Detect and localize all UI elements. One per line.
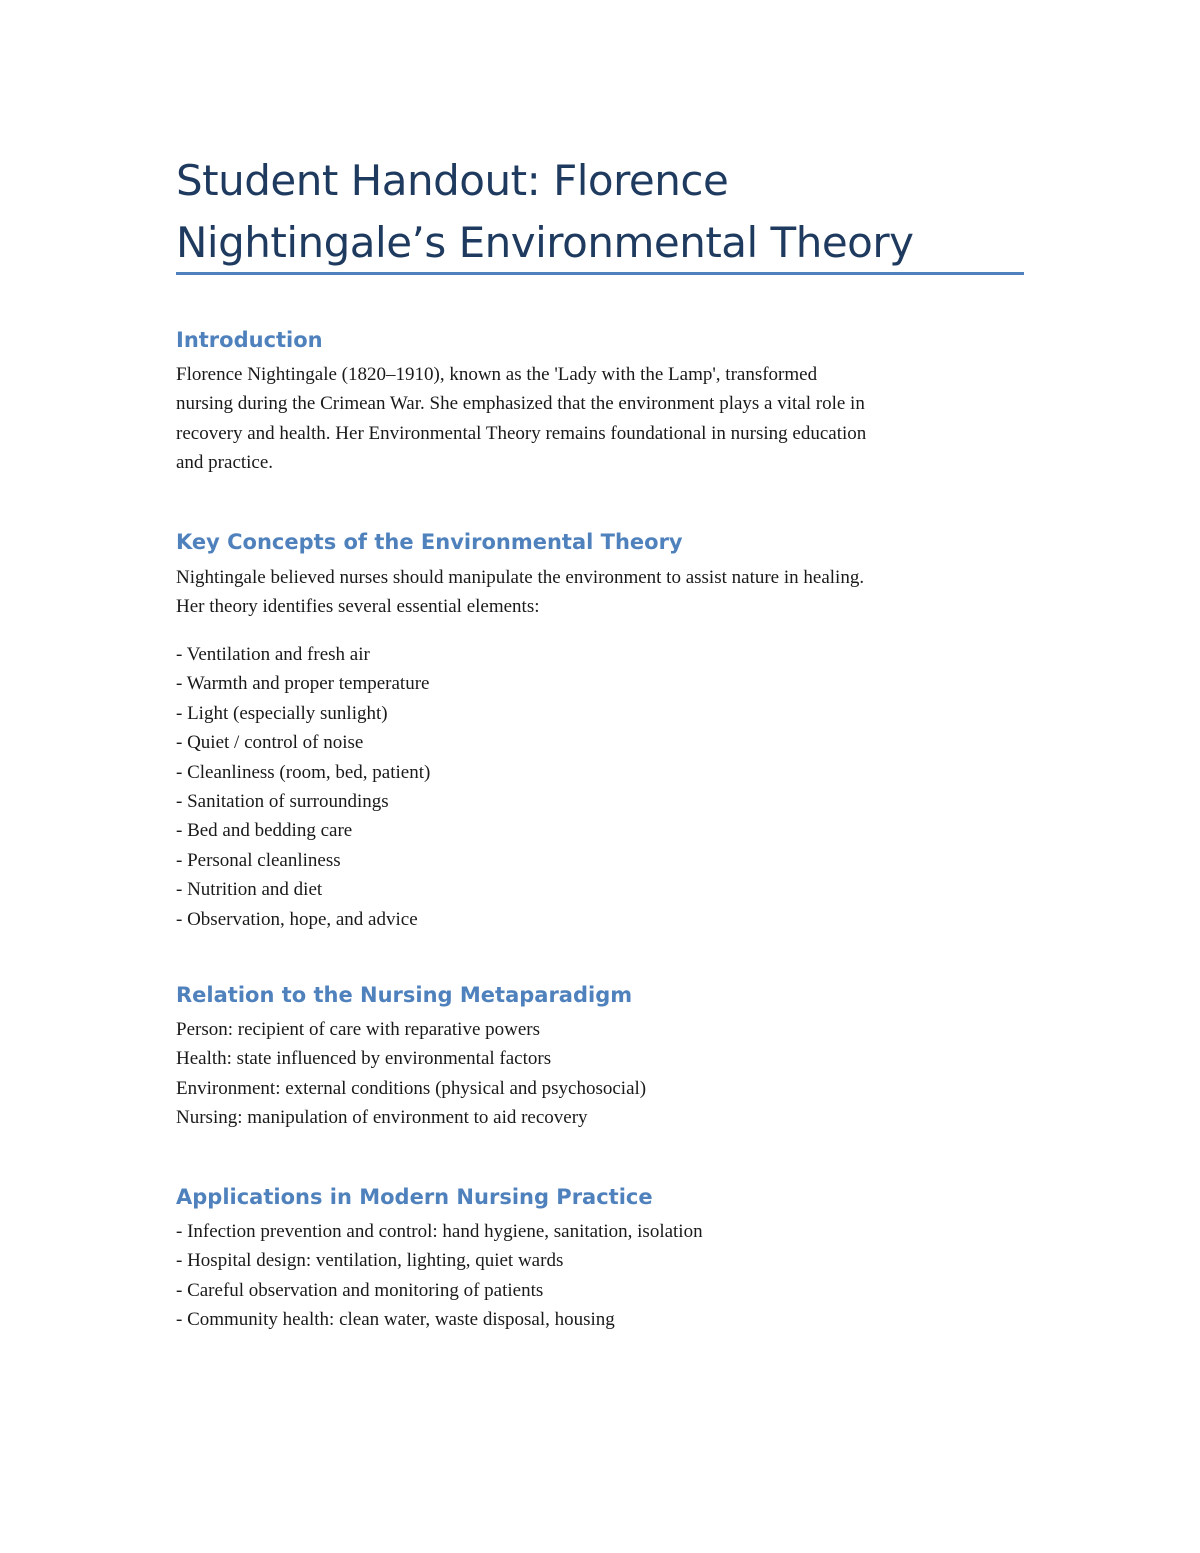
introduction-line: recovery and health. Her Environmental Theory remains foundational in nursing education (176, 422, 867, 444)
introduction-paragraph (176, 360, 1026, 478)
list-item: - Cleanliness (room, bed, patient) (176, 761, 431, 783)
metaparadigm-line: Person: recipient of care with reparative powers (176, 1019, 541, 1040)
list-item: - Warmth and proper temperature (176, 673, 430, 695)
list-item: - Infection prevention and control: hand hygiene, sanitation, isolation (176, 1221, 703, 1242)
title-underline (176, 272, 1024, 275)
key-concepts-intro (176, 563, 1026, 622)
list-item: - Personal cleanliness (176, 849, 341, 871)
list-item: - Quiet / control of noise (176, 732, 364, 754)
key-concepts-list (176, 640, 1026, 934)
list-item: - Hospital design: ventilation, lighting, quiet wards (176, 1250, 564, 1272)
metaparadigm-line: Environment: external conditions (physical and psychosocial) (176, 1077, 647, 1099)
introduction-heading: Introduction (176, 328, 323, 352)
list-item: - Careful observation and monitoring of patients (176, 1279, 544, 1301)
list-item: - Ventilation and fresh air (176, 644, 370, 665)
list-item: - Community health: clean water, waste disposal, housing (176, 1309, 615, 1331)
metaparadigm-list (176, 1015, 1026, 1133)
applications-heading: Applications in Modern Nursing Practice (176, 1185, 653, 1209)
title-line-1: Student Handout: Florence (176, 156, 729, 205)
metaparadigm-heading: Relation to the Nursing Metaparadigm (176, 983, 633, 1007)
applications-list (176, 1217, 1026, 1335)
introduction-line: nursing during the Crimean War. She emphasized that the environment plays a vital role in (176, 393, 865, 415)
introduction-line: Florence Nightingale (1820–1910), known as the 'Lady with the Lamp', transformed (176, 364, 818, 385)
title-line-2: Nightingale’s Environmental Theory (176, 218, 914, 267)
page-title (176, 150, 1024, 274)
list-item: - Sanitation of surroundings (176, 790, 389, 812)
introduction-line: and practice. (176, 452, 274, 474)
key-concepts-heading: Key Concepts of the Environmental Theory (176, 530, 683, 554)
metaparadigm-line: Health: state influenced by environmental factors (176, 1048, 552, 1070)
list-item: - Nutrition and diet (176, 879, 323, 901)
key-concepts-intro-line: Her theory identifies several essential elements: (176, 596, 540, 618)
list-item: - Bed and bedding care (176, 820, 353, 842)
list-item: - Light (especially sunlight) (176, 702, 388, 724)
key-concepts-intro-line: Nightingale believed nurses should manipulate the environment to assist nature in healing. (176, 567, 865, 588)
metaparadigm-line: Nursing: manipulation of environment to aid recovery (176, 1107, 588, 1129)
list-item: - Observation, hope, and advice (176, 908, 418, 930)
